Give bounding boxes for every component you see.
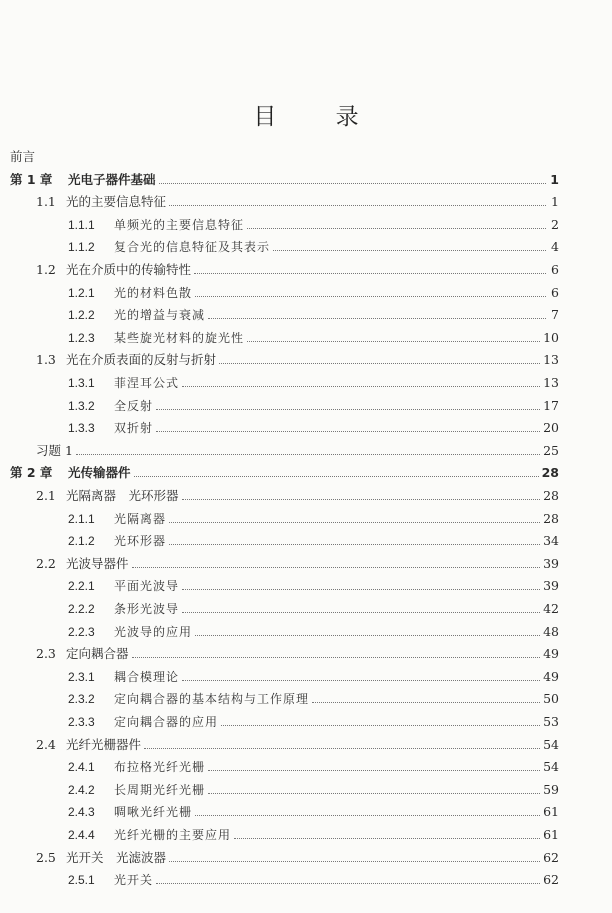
toc-entry-page: 1 bbox=[550, 171, 559, 187]
toc-entry bbox=[68, 618, 559, 640]
toc-entry bbox=[36, 731, 559, 753]
toc-entry bbox=[36, 640, 559, 662]
toc-entry bbox=[68, 392, 559, 414]
toc-entry-title: 双折射 bbox=[114, 421, 154, 436]
toc-entry-page: 34 bbox=[543, 533, 559, 549]
toc-entry-number: 2.1.2 bbox=[68, 534, 95, 549]
toc-entry bbox=[68, 708, 559, 730]
toc-entry-title: 光的主要信息特征 bbox=[66, 194, 167, 210]
toc-entry bbox=[68, 211, 559, 233]
toc-entry-title: 定向耦合器的基本结构与工作原理 bbox=[114, 692, 310, 707]
toc-entry-page: 28 bbox=[543, 488, 559, 503]
toc-entry-page: 49 bbox=[543, 646, 559, 662]
toc-entry-page: 25 bbox=[543, 442, 559, 458]
toc-entry-number: 2.3.2 bbox=[68, 692, 95, 707]
toc-entry-number: 2.1 bbox=[36, 488, 56, 503]
toc-entry bbox=[68, 505, 559, 527]
toc-entry-page: 28 bbox=[543, 510, 559, 526]
dot-leader bbox=[156, 883, 540, 884]
toc-entry bbox=[68, 324, 559, 346]
toc-entry-number: 1.2 bbox=[36, 262, 56, 277]
toc-entry bbox=[68, 776, 559, 798]
dot-leader bbox=[182, 612, 540, 613]
toc-entry-number: 2.3.3 bbox=[68, 715, 95, 729]
toc-entry bbox=[68, 572, 559, 594]
toc-entry-title: 光传输器件 bbox=[68, 465, 131, 481]
toc-entry bbox=[10, 166, 559, 188]
toc-entry-number: 2.4.3 bbox=[68, 805, 95, 820]
toc-entry-title: 布拉格光纤光栅 bbox=[114, 760, 206, 775]
toc-entry-page: 7 bbox=[551, 307, 559, 323]
toc-entry-number: 1.3.3 bbox=[68, 421, 95, 436]
toc-entry-title: 光电子器件基础 bbox=[68, 171, 156, 187]
toc-entry-title: 光的增益与衰减 bbox=[114, 308, 206, 323]
toc-entry-number: 第 1 章 bbox=[10, 171, 53, 187]
toc-entry-page: 17 bbox=[543, 397, 559, 413]
toc-entry-number: 2.2.1 bbox=[68, 579, 95, 594]
toc-entry-title: 光开关 bbox=[114, 873, 154, 888]
toc-entry-number: 1.2.1 bbox=[68, 285, 95, 300]
toc-entry-number: 1.1.1 bbox=[68, 217, 95, 232]
toc-entry-title: 光在介质表面的反射与折射 bbox=[66, 352, 217, 368]
dot-leader bbox=[219, 363, 540, 364]
toc-entry-page: 20 bbox=[543, 420, 559, 436]
toc-entry bbox=[36, 346, 559, 368]
dot-leader bbox=[221, 725, 540, 726]
toc-entry bbox=[36, 844, 559, 866]
dot-leader bbox=[208, 770, 540, 771]
toc-entry-number: 2.2.2 bbox=[68, 602, 95, 616]
toc-entry-page: 59 bbox=[543, 781, 559, 797]
toc-entry bbox=[36, 482, 559, 504]
toc-entry-title: 定向耦合器的应用 bbox=[114, 715, 219, 729]
toc-entry bbox=[36, 188, 559, 210]
toc-entry-number: 1.2.2 bbox=[68, 308, 95, 323]
toc-entry bbox=[10, 459, 559, 481]
dot-leader bbox=[144, 748, 540, 749]
toc-entry-page: 13 bbox=[543, 375, 559, 390]
toc-entry-page: 42 bbox=[543, 601, 559, 616]
dot-leader bbox=[156, 409, 540, 410]
toc-entry bbox=[68, 866, 559, 888]
toc-entry-title: 长周期光纤光栅 bbox=[114, 782, 206, 797]
toc-entry-number: 2.3.1 bbox=[68, 669, 95, 684]
toc-entry-number: 2.4.4 bbox=[68, 828, 95, 842]
toc-entry-page: 50 bbox=[543, 691, 559, 707]
toc-entry-title: 平面光波导 bbox=[114, 579, 180, 594]
toc-entry-page: 61 bbox=[543, 827, 559, 842]
dot-leader bbox=[76, 454, 540, 455]
dot-leader bbox=[247, 341, 540, 342]
dot-leader bbox=[169, 205, 546, 206]
dot-leader bbox=[194, 273, 546, 274]
toc-entry bbox=[68, 369, 559, 391]
dot-leader bbox=[169, 522, 540, 523]
toc-entry bbox=[10, 143, 559, 165]
toc-entry bbox=[68, 663, 559, 685]
toc-entry-title: 某些旋光材料的旋光性 bbox=[114, 330, 245, 345]
toc-entry-page: 4 bbox=[551, 239, 559, 255]
toc-entry-number: 2.4 bbox=[36, 736, 56, 752]
toc-entry-number: 2.1.1 bbox=[68, 511, 95, 526]
toc-entry-number: 2.2.3 bbox=[68, 624, 95, 639]
toc-entry-title: 复合光的信息特征及其表示 bbox=[114, 240, 271, 255]
toc-entry-page: 1 bbox=[551, 194, 559, 210]
toc-entry bbox=[68, 233, 559, 255]
dot-leader bbox=[182, 680, 540, 681]
dot-leader bbox=[195, 296, 546, 297]
toc-entry-title: 菲涅耳公式 bbox=[114, 376, 180, 390]
toc-entry-title: 光波导的应用 bbox=[114, 624, 193, 639]
dot-leader bbox=[234, 838, 540, 839]
toc-entry-number: 2.4.2 bbox=[68, 782, 95, 797]
dot-leader bbox=[208, 318, 546, 319]
toc-entry-number: 2.4.1 bbox=[68, 760, 95, 775]
toc-entry-number: 2.2 bbox=[36, 555, 56, 571]
toc-entry bbox=[36, 550, 559, 572]
page-title: 目 录 bbox=[253, 104, 385, 130]
dot-leader bbox=[195, 635, 540, 636]
toc-entry bbox=[68, 798, 559, 820]
toc-entry-title: 前言 bbox=[10, 149, 36, 164]
toc-entry-page: 62 bbox=[543, 872, 559, 888]
toc-entry-page: 62 bbox=[543, 849, 559, 865]
toc-entry-page: 28 bbox=[541, 465, 559, 481]
toc-entry-title: 全反射 bbox=[114, 398, 154, 413]
dot-leader bbox=[182, 386, 540, 387]
toc-entry-title: 啁啾光纤光栅 bbox=[114, 805, 193, 820]
dot-leader bbox=[132, 567, 541, 568]
toc-entry-title: 光隔离器 bbox=[114, 511, 167, 526]
dot-leader bbox=[195, 815, 540, 816]
toc-entry-page: 13 bbox=[543, 352, 559, 368]
toc-entry-page: 54 bbox=[543, 736, 559, 752]
dot-leader bbox=[159, 183, 546, 184]
toc-entry-title: 光纤光栅的主要应用 bbox=[114, 828, 232, 842]
dot-leader bbox=[247, 228, 546, 229]
toc-entry-page: 6 bbox=[551, 284, 559, 300]
toc-entry-page: 61 bbox=[543, 804, 559, 820]
toc-entry-number: 1.2.3 bbox=[68, 330, 95, 345]
dot-leader bbox=[182, 499, 541, 500]
dot-leader bbox=[134, 476, 539, 477]
toc-entry-number: 1.3.2 bbox=[68, 398, 95, 413]
dot-leader bbox=[312, 702, 540, 703]
toc-entry-title: 光纤光栅器件 bbox=[66, 736, 142, 752]
toc-entry bbox=[68, 595, 559, 617]
toc-entry-page: 39 bbox=[543, 578, 559, 594]
dot-leader bbox=[182, 589, 540, 590]
dot-leader bbox=[156, 431, 540, 432]
toc-entry-page: 10 bbox=[543, 329, 559, 345]
toc-entry bbox=[68, 753, 559, 775]
toc-entry-number: 1.1 bbox=[36, 194, 56, 210]
toc-entry bbox=[36, 437, 559, 459]
toc-entry-page: 48 bbox=[543, 623, 559, 639]
toc-entry-number: 2.3 bbox=[36, 646, 56, 662]
toc-entry-title: 条形光波导 bbox=[114, 602, 180, 616]
toc-entry-title: 光环形器 bbox=[114, 534, 167, 549]
dot-leader bbox=[208, 793, 540, 794]
toc-entry bbox=[68, 301, 559, 323]
toc-entry-title: 定向耦合器 bbox=[66, 646, 129, 662]
toc-entry-title: 光开关 光滤波器 bbox=[66, 849, 167, 865]
dot-leader bbox=[132, 657, 541, 658]
toc-entry bbox=[36, 256, 559, 278]
toc-entry-number: 第 2 章 bbox=[10, 465, 53, 481]
toc-entry-title: 单频光的主要信息特征 bbox=[114, 217, 245, 232]
toc-entry-number: 1.3 bbox=[36, 352, 56, 368]
toc-entry-number: 1.3.1 bbox=[68, 376, 95, 390]
toc-entry-title: 习题 1 bbox=[36, 442, 73, 458]
toc-entry-page: 54 bbox=[543, 759, 559, 775]
toc-entry-page: 6 bbox=[551, 262, 559, 277]
toc-entry-title: 光波导器件 bbox=[66, 555, 129, 571]
toc-entry-number: 1.1.2 bbox=[68, 240, 95, 255]
dot-leader bbox=[273, 250, 546, 251]
dot-leader bbox=[169, 861, 540, 862]
toc-entry-page: 2 bbox=[551, 216, 559, 232]
toc-entry-title: 光隔离器 光环形器 bbox=[66, 488, 179, 503]
toc-entry bbox=[68, 821, 559, 843]
toc-entry-page: 39 bbox=[543, 555, 559, 571]
toc-entry-title: 光在介质中的传输特性 bbox=[66, 262, 192, 277]
toc-entry-number: 2.5 bbox=[36, 849, 56, 865]
toc-entry-title: 耦合模理论 bbox=[114, 669, 180, 684]
toc-entry-number: 2.5.1 bbox=[68, 873, 95, 888]
toc-entry bbox=[68, 527, 559, 549]
toc-entry bbox=[68, 414, 559, 436]
toc-entry-page: 53 bbox=[543, 714, 559, 729]
toc-entry bbox=[68, 279, 559, 301]
toc-entry-title: 光的材料色散 bbox=[114, 285, 193, 300]
dot-leader bbox=[169, 544, 540, 545]
toc-entry bbox=[68, 685, 559, 707]
toc-entry-page: 49 bbox=[543, 668, 559, 684]
